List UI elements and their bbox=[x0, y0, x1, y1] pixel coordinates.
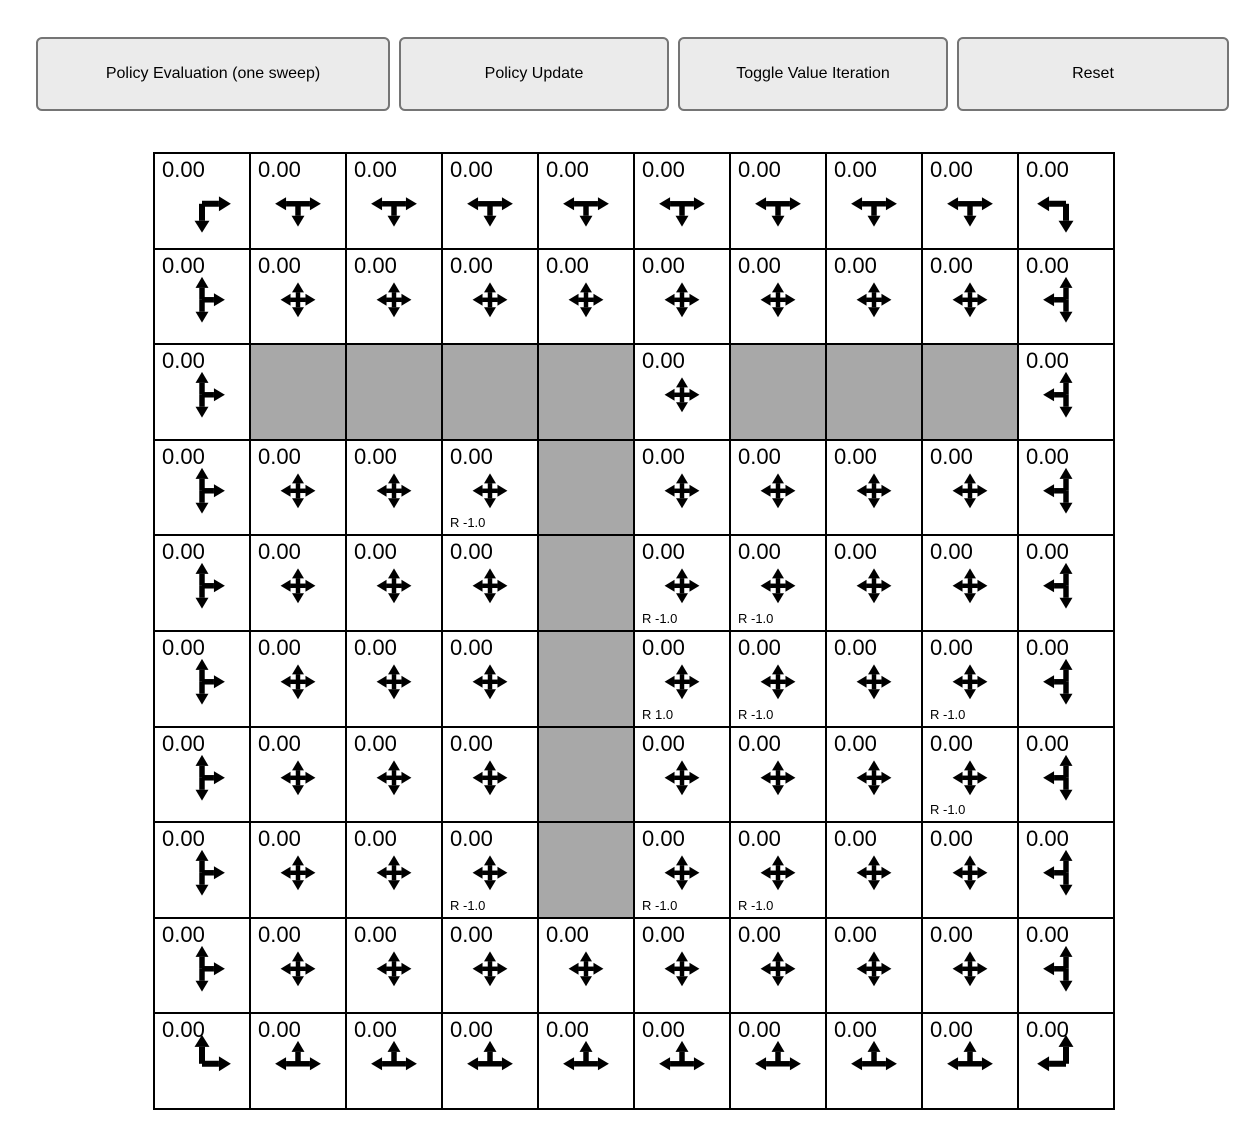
cell-value: 0.00 bbox=[162, 252, 205, 278]
grid-cell[interactable] bbox=[154, 153, 250, 249]
cell-value: 0.00 bbox=[258, 539, 301, 565]
cell-value: 0.00 bbox=[738, 634, 781, 660]
grid-cell[interactable] bbox=[250, 440, 346, 536]
cell-value: 0.00 bbox=[258, 730, 301, 756]
reset-button[interactable]: Reset bbox=[957, 37, 1229, 111]
cell-value: 0.00 bbox=[450, 1017, 493, 1043]
cell-value: 0.00 bbox=[738, 252, 781, 278]
grid-cell[interactable] bbox=[1018, 535, 1114, 631]
grid-cell[interactable] bbox=[442, 249, 538, 345]
cell-value: 0.00 bbox=[450, 157, 493, 182]
cell-value: 0.00 bbox=[1026, 348, 1069, 374]
cell-value: 0.00 bbox=[930, 252, 973, 278]
grid-cell[interactable] bbox=[346, 918, 442, 1014]
grid-cell[interactable] bbox=[442, 440, 538, 536]
cell-value: 0.00 bbox=[834, 826, 877, 852]
grid-cell[interactable] bbox=[1018, 153, 1114, 249]
grid-cell[interactable] bbox=[634, 249, 730, 345]
cell-value: 0.00 bbox=[834, 252, 877, 278]
cell-value: 0.00 bbox=[834, 730, 877, 756]
cell-value: 0.00 bbox=[354, 252, 397, 278]
grid-cell[interactable] bbox=[826, 918, 922, 1014]
cell-value: 0.00 bbox=[834, 921, 877, 947]
cell-value: 0.00 bbox=[354, 921, 397, 947]
grid-cell[interactable] bbox=[826, 153, 922, 249]
cell-value: 0.00 bbox=[354, 634, 397, 660]
grid-cell[interactable] bbox=[538, 249, 634, 345]
grid-cell[interactable] bbox=[346, 440, 442, 536]
grid-cell[interactable] bbox=[346, 727, 442, 823]
grid-cell[interactable] bbox=[634, 1013, 730, 1109]
cell-value: 0.00 bbox=[1026, 539, 1069, 565]
grid-cell[interactable] bbox=[634, 440, 730, 536]
grid-cell[interactable] bbox=[634, 631, 730, 727]
grid-cell[interactable] bbox=[346, 249, 442, 345]
wall-cell bbox=[538, 631, 634, 727]
grid-cell[interactable] bbox=[154, 631, 250, 727]
cell-value: 0.00 bbox=[930, 539, 973, 565]
grid-cell[interactable] bbox=[250, 727, 346, 823]
grid-cell[interactable] bbox=[730, 535, 826, 631]
wall-cell bbox=[538, 535, 634, 631]
grid-cell[interactable] bbox=[1018, 344, 1114, 440]
cell-value: 0.00 bbox=[930, 157, 973, 182]
grid-cell[interactable] bbox=[250, 631, 346, 727]
toggle-value-iteration-button[interactable]: Toggle Value Iteration bbox=[678, 37, 948, 111]
cell-value: 0.00 bbox=[162, 1017, 205, 1043]
cell-value: 0.00 bbox=[162, 157, 205, 182]
cell-value: 0.00 bbox=[354, 1017, 397, 1043]
cell-reward: R 1.0 bbox=[642, 706, 674, 722]
grid-cell[interactable] bbox=[442, 822, 538, 918]
cell-value: 0.00 bbox=[258, 921, 301, 947]
grid-cell[interactable] bbox=[1018, 918, 1114, 1014]
cell-value: 0.00 bbox=[1026, 730, 1069, 756]
grid-cell[interactable] bbox=[730, 822, 826, 918]
grid-cell[interactable] bbox=[442, 918, 538, 1014]
grid-cell[interactable] bbox=[634, 535, 730, 631]
grid-cell[interactable] bbox=[250, 822, 346, 918]
cell-value: 0.00 bbox=[930, 826, 973, 852]
cell-value: 0.00 bbox=[642, 348, 685, 374]
grid-cell[interactable] bbox=[346, 822, 442, 918]
policy-evaluation-button[interactable]: Policy Evaluation (one sweep) bbox=[36, 37, 390, 111]
cell-value: 0.00 bbox=[642, 826, 685, 852]
grid-cell[interactable] bbox=[154, 1013, 250, 1109]
wall-cell bbox=[826, 344, 922, 440]
cell-value: 0.00 bbox=[738, 826, 781, 852]
grid-cell[interactable] bbox=[538, 918, 634, 1014]
cell-value: 0.00 bbox=[738, 1017, 781, 1043]
grid-cell[interactable] bbox=[922, 822, 1018, 918]
cell-value: 0.00 bbox=[738, 157, 781, 182]
cell-value: 0.00 bbox=[1026, 252, 1069, 278]
grid-cell[interactable] bbox=[730, 918, 826, 1014]
grid-cell[interactable] bbox=[922, 727, 1018, 823]
grid-cell[interactable] bbox=[538, 1013, 634, 1109]
cell-value: 0.00 bbox=[642, 539, 685, 565]
grid-cell[interactable] bbox=[250, 918, 346, 1014]
cell-value: 0.00 bbox=[834, 634, 877, 660]
grid-cell[interactable] bbox=[826, 822, 922, 918]
grid-cell[interactable] bbox=[922, 535, 1018, 631]
cell-value: 0.00 bbox=[834, 1017, 877, 1043]
grid-cell[interactable] bbox=[634, 153, 730, 249]
grid-cell[interactable] bbox=[250, 249, 346, 345]
cell-value: 0.00 bbox=[738, 921, 781, 947]
grid-cell[interactable] bbox=[346, 1013, 442, 1109]
grid-cell[interactable] bbox=[730, 153, 826, 249]
gridworld bbox=[153, 152, 1115, 1110]
cell-reward: R -1.0 bbox=[930, 802, 966, 818]
grid-cell[interactable] bbox=[730, 727, 826, 823]
cell-value: 0.00 bbox=[258, 443, 301, 469]
cell-value: 0.00 bbox=[162, 634, 205, 660]
grid-cell[interactable] bbox=[730, 1013, 826, 1109]
grid-cell[interactable] bbox=[730, 631, 826, 727]
cell-value: 0.00 bbox=[450, 921, 493, 947]
cell-value: 0.00 bbox=[546, 921, 589, 947]
wall-cell bbox=[538, 344, 634, 440]
cell-value: 0.00 bbox=[642, 157, 685, 182]
cell-value: 0.00 bbox=[642, 730, 685, 756]
cell-reward: R -1.0 bbox=[738, 897, 774, 913]
grid-cell[interactable] bbox=[1018, 1013, 1114, 1109]
cell-value: 0.00 bbox=[162, 539, 205, 565]
grid-cell[interactable] bbox=[826, 1013, 922, 1109]
cell-value: 0.00 bbox=[930, 443, 973, 469]
policy-update-button[interactable]: Policy Update bbox=[399, 37, 669, 111]
grid-cell[interactable] bbox=[1018, 440, 1114, 536]
cell-value: 0.00 bbox=[162, 921, 205, 947]
cell-value: 0.00 bbox=[642, 634, 685, 660]
cell-value: 0.00 bbox=[1026, 157, 1069, 182]
cell-value: 0.00 bbox=[642, 443, 685, 469]
cell-value: 0.00 bbox=[354, 157, 397, 182]
cell-value: 0.00 bbox=[162, 348, 205, 374]
grid-cell[interactable] bbox=[826, 249, 922, 345]
grid-cell[interactable] bbox=[538, 153, 634, 249]
grid-cell[interactable] bbox=[154, 727, 250, 823]
grid-cell[interactable] bbox=[154, 918, 250, 1014]
grid-cell[interactable] bbox=[442, 727, 538, 823]
grid-cell[interactable] bbox=[154, 535, 250, 631]
grid-cell[interactable] bbox=[826, 440, 922, 536]
cell-value: 0.00 bbox=[354, 539, 397, 565]
cell-value: 0.00 bbox=[546, 1017, 589, 1043]
grid-cell[interactable] bbox=[826, 727, 922, 823]
grid-cell[interactable] bbox=[922, 918, 1018, 1014]
cell-value: 0.00 bbox=[1026, 443, 1069, 469]
cell-value: 0.00 bbox=[642, 921, 685, 947]
cell-value: 0.00 bbox=[546, 157, 589, 182]
grid-cell[interactable] bbox=[154, 822, 250, 918]
grid-cell[interactable] bbox=[154, 440, 250, 536]
cell-value: 0.00 bbox=[930, 921, 973, 947]
cell-value: 0.00 bbox=[834, 443, 877, 469]
grid-cell[interactable] bbox=[922, 440, 1018, 536]
wall-cell bbox=[442, 344, 538, 440]
cell-value: 0.00 bbox=[450, 730, 493, 756]
cell-value: 0.00 bbox=[258, 826, 301, 852]
cell-value: 0.00 bbox=[834, 539, 877, 565]
cell-reward: R -1.0 bbox=[738, 706, 774, 722]
cell-value: 0.00 bbox=[930, 634, 973, 660]
grid-cell[interactable] bbox=[250, 535, 346, 631]
grid-cell[interactable] bbox=[154, 249, 250, 345]
cell-reward: R -1.0 bbox=[450, 897, 486, 913]
toolbar bbox=[36, 37, 1229, 111]
cell-value: 0.00 bbox=[1026, 634, 1069, 660]
grid-cell[interactable] bbox=[1018, 727, 1114, 823]
cell-value: 0.00 bbox=[354, 730, 397, 756]
wall-cell bbox=[730, 344, 826, 440]
cell-value: 0.00 bbox=[642, 1017, 685, 1043]
cell-value: 0.00 bbox=[258, 634, 301, 660]
wall-cell bbox=[538, 727, 634, 823]
cell-value: 0.00 bbox=[1026, 826, 1069, 852]
grid-cell[interactable] bbox=[634, 822, 730, 918]
wall-cell bbox=[538, 440, 634, 536]
grid-cell[interactable] bbox=[154, 344, 250, 440]
grid-cell[interactable] bbox=[922, 1013, 1018, 1109]
grid-cell[interactable] bbox=[922, 153, 1018, 249]
wall-cell bbox=[538, 822, 634, 918]
cell-value: 0.00 bbox=[162, 826, 205, 852]
cell-value: 0.00 bbox=[354, 443, 397, 469]
grid-cell[interactable] bbox=[250, 153, 346, 249]
grid-cell[interactable] bbox=[1018, 631, 1114, 727]
cell-value: 0.00 bbox=[1026, 921, 1069, 947]
cell-value: 0.00 bbox=[738, 730, 781, 756]
cell-value: 0.00 bbox=[738, 539, 781, 565]
cell-value: 0.00 bbox=[258, 1017, 301, 1043]
cell-value: 0.00 bbox=[450, 443, 493, 469]
wall-cell bbox=[250, 344, 346, 440]
cell-value: 0.00 bbox=[450, 826, 493, 852]
grid-cell[interactable] bbox=[1018, 822, 1114, 918]
cell-reward: R -1.0 bbox=[642, 610, 678, 626]
cell-value: 0.00 bbox=[258, 252, 301, 278]
cell-value: 0.00 bbox=[546, 252, 589, 278]
grid-cell[interactable] bbox=[634, 344, 730, 440]
grid-cell[interactable] bbox=[346, 535, 442, 631]
cell-value: 0.00 bbox=[930, 1017, 973, 1043]
grid-cell[interactable] bbox=[442, 1013, 538, 1109]
grid-cell[interactable] bbox=[634, 918, 730, 1014]
cell-reward: R -1.0 bbox=[642, 897, 678, 913]
grid-cell[interactable] bbox=[730, 249, 826, 345]
grid-cell[interactable] bbox=[1018, 249, 1114, 345]
cell-value: 0.00 bbox=[642, 252, 685, 278]
grid-cell[interactable] bbox=[922, 249, 1018, 345]
cell-value: 0.00 bbox=[450, 252, 493, 278]
cell-reward: R -1.0 bbox=[930, 706, 966, 722]
cell-reward: R -1.0 bbox=[450, 515, 486, 531]
cell-value: 0.00 bbox=[450, 539, 493, 565]
grid-cell[interactable] bbox=[346, 153, 442, 249]
grid-cell[interactable] bbox=[730, 440, 826, 536]
grid-cell[interactable] bbox=[250, 1013, 346, 1109]
grid-cell[interactable] bbox=[634, 727, 730, 823]
cell-value: 0.00 bbox=[162, 730, 205, 756]
cell-value: 0.00 bbox=[450, 634, 493, 660]
cell-value: 0.00 bbox=[258, 157, 301, 182]
grid-cell[interactable] bbox=[346, 631, 442, 727]
cell-value: 0.00 bbox=[354, 826, 397, 852]
grid-cell[interactable] bbox=[442, 631, 538, 727]
grid-cell[interactable] bbox=[826, 535, 922, 631]
wall-cell bbox=[346, 344, 442, 440]
grid-cell[interactable] bbox=[442, 153, 538, 249]
cell-value: 0.00 bbox=[930, 730, 973, 756]
wall-cell bbox=[922, 344, 1018, 440]
cell-reward: R -1.0 bbox=[738, 610, 774, 626]
grid-cell[interactable] bbox=[826, 631, 922, 727]
cell-value: 0.00 bbox=[738, 443, 781, 469]
cell-value: 0.00 bbox=[1026, 1017, 1069, 1043]
cell-value: 0.00 bbox=[834, 157, 877, 182]
grid-cell[interactable] bbox=[442, 535, 538, 631]
cell-value: 0.00 bbox=[162, 443, 205, 469]
grid-cell[interactable] bbox=[922, 631, 1018, 727]
